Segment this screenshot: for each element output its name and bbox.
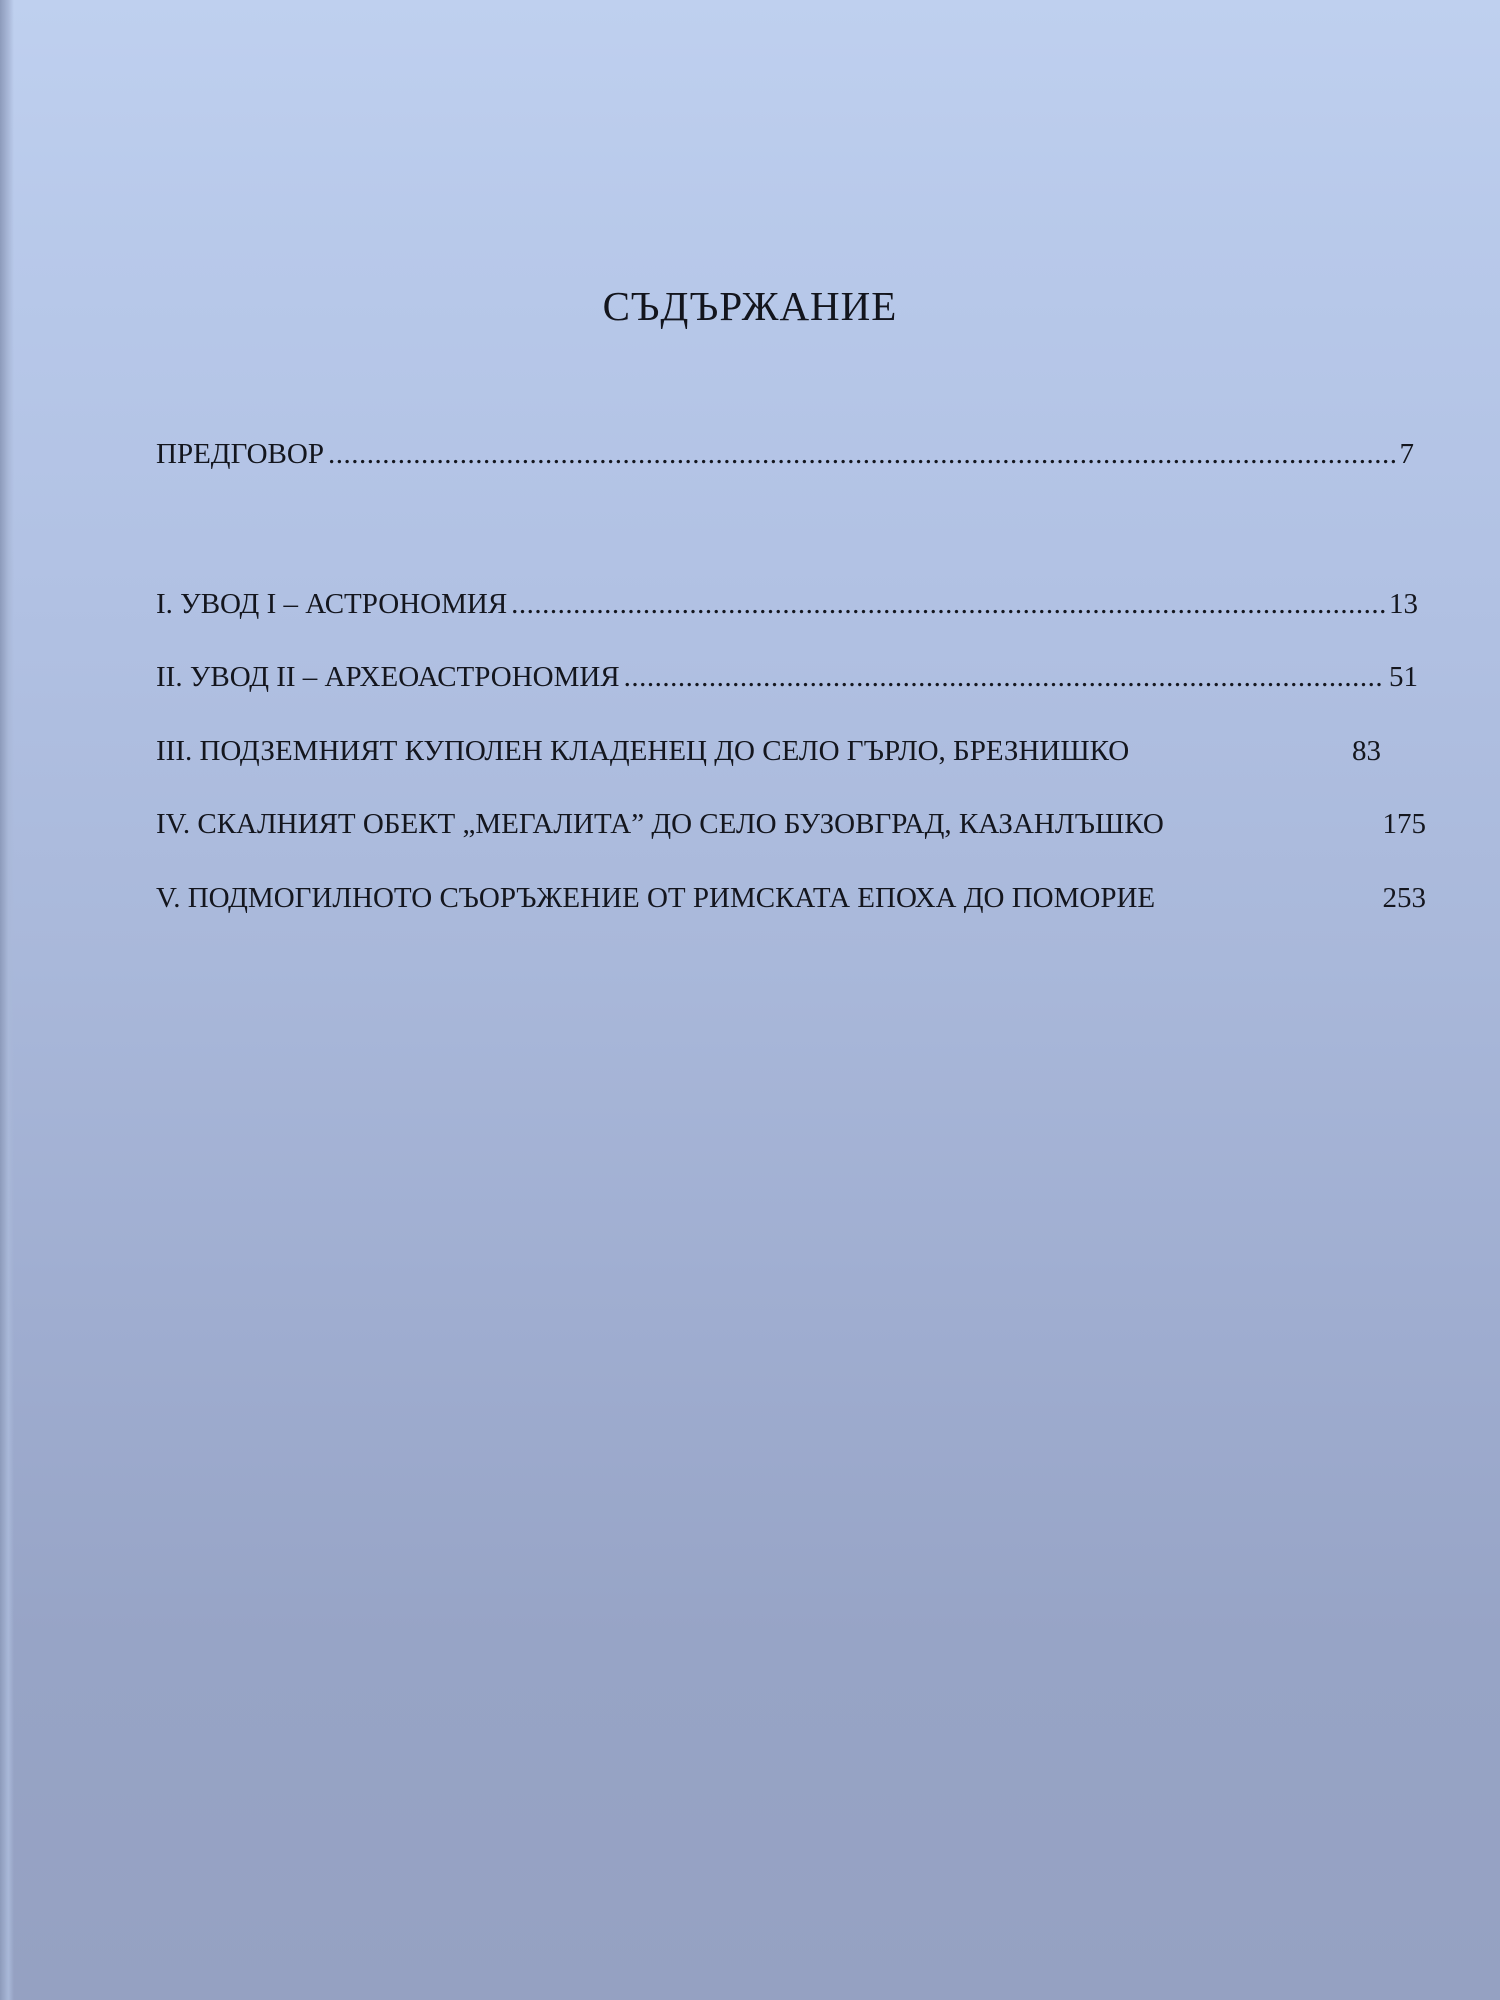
- toc-entry-label: I. УВОД I – АСТРОНОМИЯ: [156, 588, 508, 620]
- toc-page-number: 13: [1389, 588, 1418, 620]
- toc-entry-label: III. ПОДЗЕМНИЯТ КУПОЛЕН КЛАДЕНЕЦ ДО СЕЛО ГЪРЛО, БРЕЗНИШКО: [156, 735, 1130, 767]
- toc-page-number: 7: [1399, 438, 1414, 470]
- toc-entry-label: IV. СКАЛНИЯТ ОБЕКТ „МЕГАЛИТА” ДО СЕЛО БУЗОВГРАД, КАЗАНЛЪШКО: [156, 808, 1164, 840]
- toc-page-number: 51: [1389, 661, 1418, 693]
- toc-entry-chapter-2[interactable]: [156, 661, 1418, 705]
- toc-page-number: 253: [1382, 882, 1426, 914]
- show-through-text: [640, 80, 1460, 600]
- toc-entry-chapter-1[interactable]: [156, 588, 1418, 632]
- toc-entry-chapter-4[interactable]: [156, 808, 1426, 852]
- toc-entry-chapter-3[interactable]: [156, 735, 1381, 779]
- dot-leader: [624, 661, 1385, 694]
- toc-entry-chapter-5[interactable]: [156, 882, 1426, 926]
- toc-entry-label: II. УВОД II – АРХЕОАСТРОНОМИЯ: [156, 661, 620, 693]
- dot-leader: [511, 588, 1385, 621]
- toc-entry-label: ПРЕДГОВОР: [156, 438, 324, 470]
- toc-entry-label: V. ПОДМОГИЛНОТО СЪОРЪЖЕНИЕ ОТ РИМСКАТА ЕПОХА ДО ПОМОРИЕ: [156, 882, 1156, 914]
- dot-leader: [328, 438, 1396, 471]
- toc-entry-preface[interactable]: [156, 438, 1414, 482]
- toc-page-number: 83: [1352, 735, 1381, 767]
- page-title: СЪДЪРЖАНИЕ: [602, 283, 898, 329]
- toc-page-number: 175: [1382, 808, 1426, 840]
